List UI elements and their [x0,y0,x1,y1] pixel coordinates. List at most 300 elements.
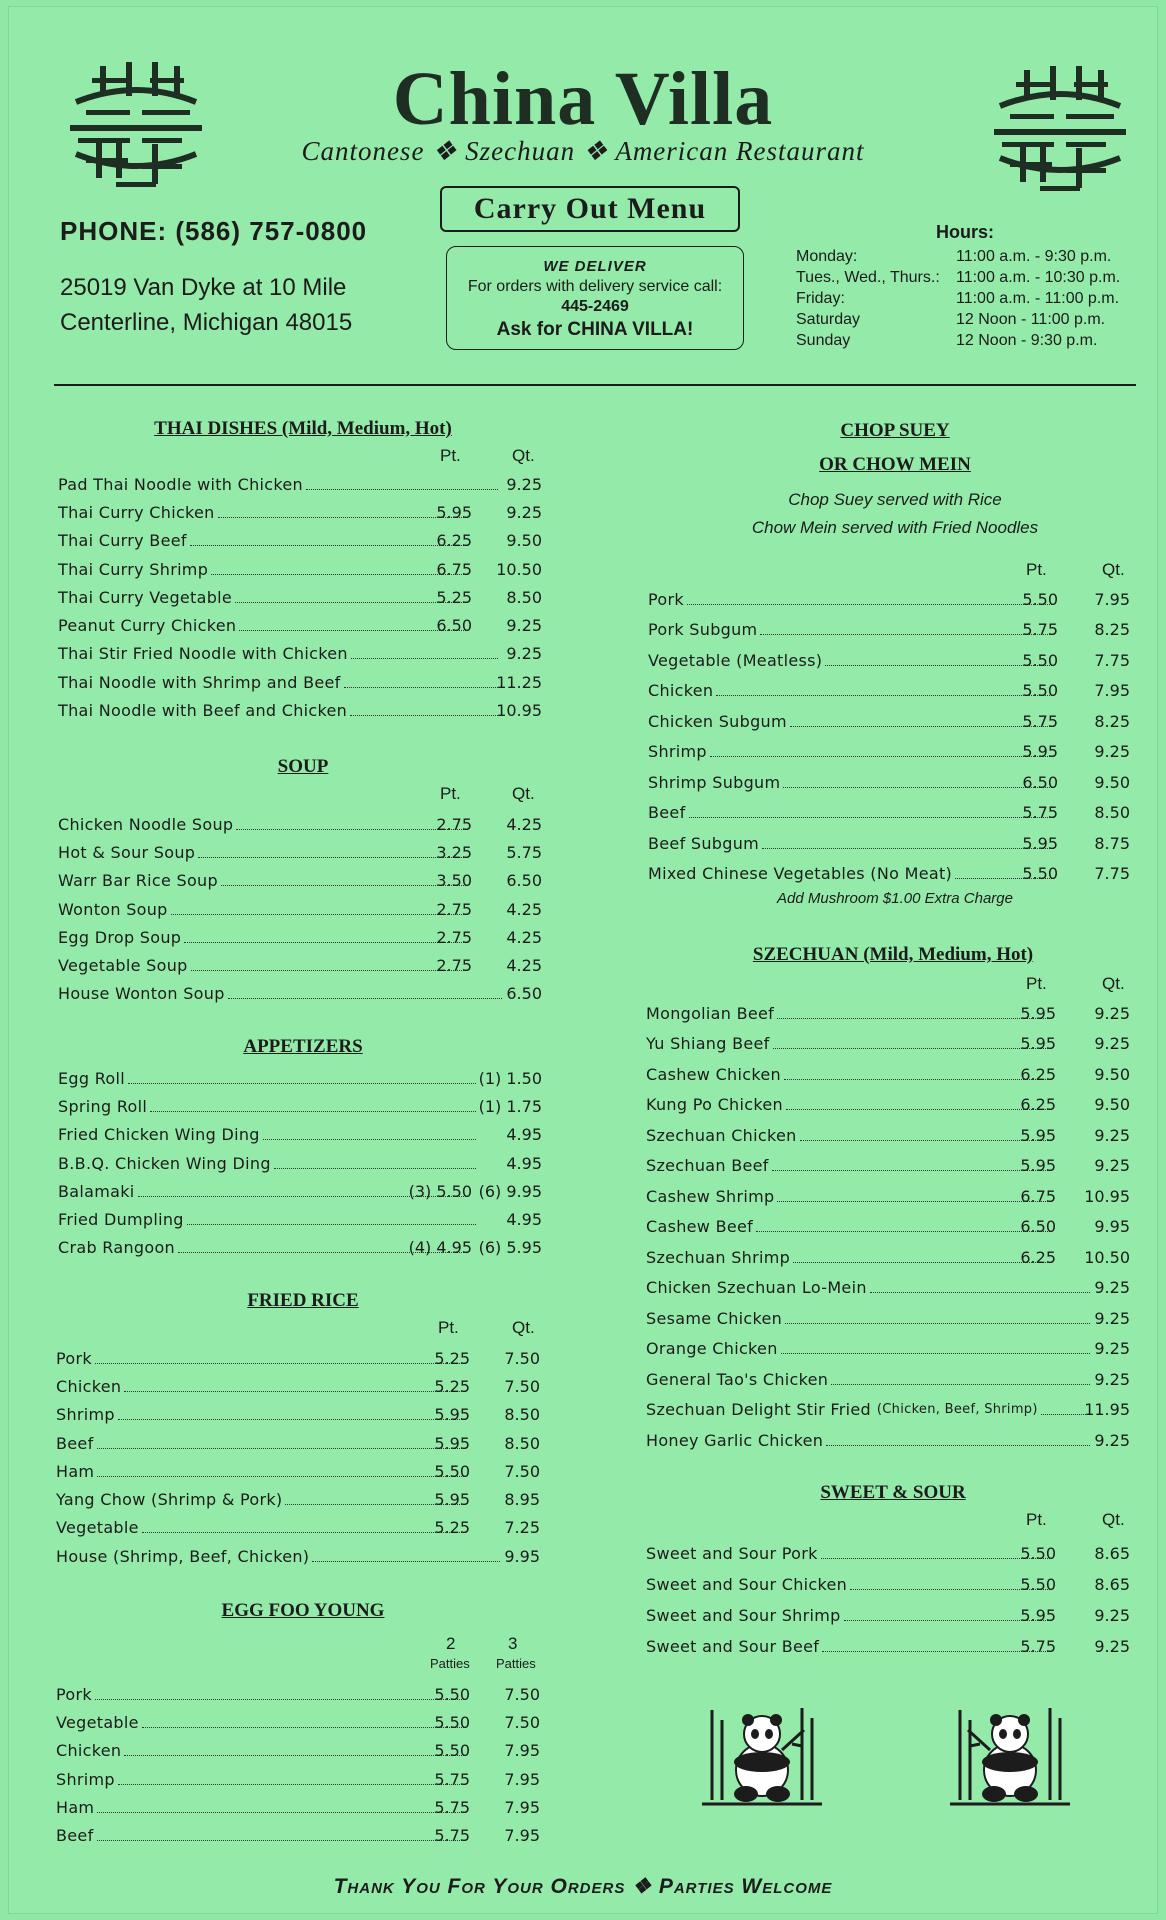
fried_rice-col1: Pt. [438,1318,459,1337]
hours-day: Saturday [796,311,861,328]
dot-leader [351,658,498,659]
delivery-instructions: For orders with delivery service call: [467,278,723,295]
hours-time: 12 Noon - 9:30 p.m. [956,332,1098,349]
menu-item [648,615,1130,646]
szechuan-items [646,998,1130,1456]
szechuan-col1: Pt. [1026,974,1047,993]
hours-time: 11:00 a.m. - 9:30 p.m. [956,248,1112,265]
hours-row [796,246,1136,267]
menu-item-price-small: 5.50 [1022,681,1058,701]
menu-item-price-small: 5.75 [1022,803,1058,823]
menu-item-name: Shrimp [648,742,707,762]
menu-item-price-large: 4.95 [506,1125,542,1145]
menu-item-price-large: 8.50 [504,1433,540,1453]
menu-item-price-small: 2.75 [436,899,472,919]
menu-item [58,1234,542,1262]
dot-leader [236,829,468,830]
phone-number: PHONE: (586) 757-0800 [60,216,368,246]
chop_suey-title: OR CHOW MEIN [819,454,971,475]
chop_suey-note: Chow Mein served with Fried Noodles [751,518,1039,537]
dot-leader [124,1755,466,1756]
menu-item [646,1029,1130,1060]
menu-item-price-large: 7.50 [504,1348,540,1368]
menu-item-name: Cashew Beef [646,1217,754,1237]
hours-day: Monday: [796,248,858,265]
menu-item-price-large: 9.50 [1094,1064,1130,1084]
sweet_sour-title: SWEET & SOUR [820,1482,966,1503]
menu-item [56,1680,540,1708]
delivery-ask: Ask for CHINA VILLA! [496,319,694,340]
dot-leader [171,914,468,915]
menu-item-price-large: 7.50 [504,1712,540,1732]
menu-item-price-large: 4.25 [506,927,542,947]
menu-item-price-large: 7.50 [504,1684,540,1704]
menu-item [56,1708,540,1736]
menu-item-price-small: (3) 5.50 [408,1181,472,1201]
menu-item-price-small: 5.95 [1022,833,1058,853]
dot-leader [785,1323,1090,1324]
menu-item-name: Sweet and Sour Pork [646,1544,818,1563]
chop_suey-extra: Add Mushroom $1.00 Extra Charge [777,890,1013,907]
menu-item-name: Chicken Noodle Soup [58,814,234,834]
menu-item-name: Vegetable (Meatless) [648,650,823,670]
dot-leader [198,857,468,858]
dot-leader [783,787,1054,788]
dot-leader [689,817,1055,818]
menu-item-price-large: 7.95 [504,1826,540,1846]
dot-leader [150,1111,476,1112]
menu-item-name: Spring Roll [58,1096,148,1116]
menu-item-name: Balamaki [58,1181,135,1201]
menu-item-price-large: 8.65 [1094,1575,1130,1594]
menu-item-price-large: (6) 9.95 [478,1181,542,1201]
menu-item-name: Sweet and Sour Shrimp [646,1606,841,1625]
dot-leader [97,1812,466,1813]
menu-item-price-large: (1) 1.50 [478,1068,542,1088]
menu-item-price-large: 9.25 [1094,1003,1130,1023]
menu-item-name: Chicken [648,681,714,701]
menu-item [56,1485,540,1513]
menu-item-price-large: 9.25 [1094,1278,1130,1298]
egg_foo_young-title: EGG FOO YOUNG [221,1600,385,1621]
menu-item [646,1181,1130,1212]
menu-item-price-small: 5.95 [1020,1156,1056,1176]
menu-item-name: Thai Stir Fried Noodle with Chicken [58,644,348,664]
menu-item-name: Szechuan Chicken [646,1125,797,1145]
menu-item [58,923,542,951]
menu-item-price-large: (6) 5.95 [478,1238,542,1258]
menu-item [56,1457,540,1485]
dot-leader [184,942,468,943]
dot-leader [97,1840,467,1841]
dot-leader [826,1445,1090,1446]
dot-leader [344,687,498,688]
menu-item-price-large: 7.95 [1094,589,1130,609]
menu-item-name: Shrimp Subgum [648,772,781,792]
menu-item-price-small: 6.50 [1022,772,1058,792]
menu-item-price-large: 9.95 [504,1546,540,1566]
dot-leader [95,1363,466,1364]
menu-item [646,1120,1130,1151]
menu-item-price-small: 5.75 [1022,711,1058,731]
dot-leader [118,1419,466,1420]
menu-item-price-small: 6.25 [1020,1095,1056,1115]
chop_suey-items [648,584,1130,889]
menu-item-name: Cashew Chicken [646,1064,781,1084]
dot-leader [710,756,1054,757]
menu-item-price-small: 5.50 [1022,650,1058,670]
menu-item-name: Honey Garlic Chicken [646,1430,824,1450]
menu-item-price-small: 5.50 [434,1684,470,1704]
menu-item [58,611,542,639]
menu-item-name: Shrimp [56,1769,115,1789]
menu-item [56,1344,540,1372]
menu-item-price-small: 6.50 [1020,1217,1056,1237]
menu-item-price-small: 5.75 [434,1769,470,1789]
menu-item-name: Fried Chicken Wing Ding [58,1125,260,1145]
menu-item [58,527,542,555]
menu-item-price-large: 9.25 [1094,1369,1130,1389]
menu-item [58,1177,542,1205]
egg_foo_young-col1-sub: Patties [430,1656,470,1671]
menu-item [646,1600,1130,1631]
menu-item-name: Beef [56,1433,94,1453]
menu-item-price-small: 3.25 [436,842,472,862]
menu-item [58,1121,542,1149]
menu-item-price-small: 2.75 [436,956,472,976]
dot-leader [822,1651,1052,1652]
menu-item-price-large: 9.50 [506,531,542,551]
menu-item-name: Thai Curry Chicken [58,502,215,522]
menu-item-price-large: 7.25 [504,1518,540,1538]
menu-item-name: Thai Noodle with Shrimp and Beef [58,672,341,692]
dot-leader [350,715,498,716]
menu-item-price-large: 11.25 [496,672,542,692]
menu-item [56,1429,540,1457]
menu-item-price-large: 4.95 [506,1153,542,1173]
menu-item-price-small: 6.75 [1020,1186,1056,1206]
menu-item-price-large: 8.95 [504,1490,540,1510]
menu-item-name: B.B.Q. Chicken Wing Ding [58,1153,271,1173]
soup-col2: Qt. [512,784,535,803]
menu-item-price-small: 5.95 [434,1433,470,1453]
menu-item-price-large: 7.75 [1094,864,1130,884]
menu-item-price-small: 6.50 [436,616,472,636]
menu-item-name: Vegetable Soup [58,956,188,976]
menu-item-price-small: 5.75 [1020,1637,1056,1656]
soup-title: SOUP [277,756,329,777]
menu-item [58,951,542,979]
menu-item [648,645,1130,676]
footer-message: Thank You For Your Orders ❖ Parties Welcome [333,1875,833,1898]
menu-item-name: Yu Shiang Beef [646,1034,770,1054]
restaurant-subtitle: Cantonese ❖ Szechuan ❖ American Restaurant [301,136,865,166]
dot-leader [781,1353,1090,1354]
menu-item-price-small: 5.50 [434,1461,470,1481]
menu-item-price-small: 5.50 [1020,1544,1056,1563]
menu-item-price-large: 10.95 [1084,1186,1130,1206]
menu-item [58,867,542,895]
menu-item-price-large: 8.75 [1094,833,1130,853]
dot-leader [831,1384,1090,1385]
menu-item-price-small: 5.50 [434,1741,470,1761]
hours-day: Tues., Wed., Thurs.: [796,269,940,286]
menu-item-name: General Tao's Chicken [646,1369,829,1389]
dot-leader [218,517,468,518]
menu-item [58,498,542,526]
szechuan-col2: Qt. [1102,974,1125,993]
dot-leader [235,602,468,603]
menu-item-name: Beef [648,803,686,823]
dot-leader [191,970,468,971]
delivery-heading: WE DELIVER [543,258,647,275]
menu-item-price-large: 9.25 [1094,1308,1130,1328]
menu-item-price-small: 6.25 [436,531,472,551]
menu-item-price-large: 7.95 [504,1769,540,1789]
menu-item [646,1151,1130,1182]
chop_suey-title: CHOP SUEY [840,420,950,441]
menu-item-name: Wonton Soup [58,899,168,919]
menu-item-price-large: 7.75 [1094,650,1130,670]
menu-item-name: Thai Curry Beef [58,531,187,551]
menu-item-price-small: 5.50 [1020,1575,1056,1594]
dot-leader [786,1109,1052,1110]
menu-item-price-large: 10.50 [1084,1247,1130,1267]
menu-item-price-small: 5.95 [1020,1034,1056,1054]
menu-item-name: Kung Po Chicken [646,1095,783,1115]
dot-leader [762,848,1054,849]
menu-item-name: Ham [56,1797,95,1817]
dot-leader [777,1201,1052,1202]
menu-item [58,1149,542,1177]
menu-item-name: Hot & Sour Soup [58,842,196,862]
dot-leader [239,630,468,631]
address-line-1: 25019 Van Dyke at 10 Mile [60,274,347,301]
menu-item [58,696,542,724]
menu-item-name: Thai Curry Shrimp [58,559,209,579]
chop_suey-note: Chop Suey served with Rice [788,490,1002,509]
chop_suey-col2: Qt. [1102,560,1125,579]
menu-item-price-small: 5.75 [434,1797,470,1817]
menu-item-name: Sweet and Sour Chicken [646,1575,848,1594]
appetizers-items [58,1064,542,1262]
menu-item-price-large: 6.50 [506,984,542,1004]
delivery-box [446,246,744,350]
menu-item [58,640,542,668]
appetizers-title: APPETIZERS [243,1036,363,1057]
thai-title: THAI DISHES (Mild, Medium, Hot) [154,418,452,439]
soup-col1: Pt. [440,784,461,803]
menu-item-price-large: 8.50 [504,1405,540,1425]
address-line-2: Centerline, Michigan 48015 [60,309,353,336]
dot-leader [142,1727,466,1728]
hours-table [796,246,1136,351]
dot-leader [870,1292,1090,1293]
dot-leader [263,1139,476,1140]
menu-item-name: Szechuan Delight Stir Fried [646,1400,871,1420]
hours-time: 11:00 a.m. - 10:30 p.m. [956,269,1121,286]
menu-item-name: Vegetable [56,1712,139,1732]
thai-items [58,470,542,725]
menu-item-price-small: 5.95 [1022,742,1058,762]
menu-item-price-large: 9.25 [506,644,542,664]
menu-item-price-small: (4) 4.95 [408,1238,472,1258]
hours-time: 11:00 a.m. - 11:00 p.m. [956,290,1120,307]
menu-item [58,668,542,696]
menu-item-price-large: 9.25 [1094,1156,1130,1176]
menu-item [56,1372,540,1400]
menu-item-name: Orange Chicken [646,1339,778,1359]
menu-item-price-large: 11.95 [1084,1400,1130,1420]
menu-item [58,1092,542,1120]
menu-item-name: Vegetable [56,1518,139,1538]
fried_rice-items [56,1344,540,1570]
hours-day: Sunday [796,332,851,349]
thai-col2: Qt. [512,446,535,465]
menu-item-name: Thai Curry Vegetable [58,587,233,607]
dot-leader [142,1532,466,1533]
menu-item [648,676,1130,707]
menu-item-name: Egg Drop Soup [58,927,182,947]
dot-leader [221,885,468,886]
egg_foo_young-items [56,1680,540,1850]
menu-item [646,1303,1130,1334]
fried_rice-col2: Qt. [512,1318,535,1337]
menu-item-price-large: (1) 1.75 [478,1096,542,1116]
menu-item [648,767,1130,798]
menu-item-name: Pork [648,589,684,609]
menu-item-price-large: 4.25 [506,814,542,834]
menu-item [646,1364,1130,1395]
egg_foo_young-col1: 2 [446,1634,456,1653]
menu-item-name: Cashew Shrimp [646,1186,775,1206]
dot-leader [800,1140,1052,1141]
menu-item-price-large: 9.50 [1094,1095,1130,1115]
restaurant-title: China Villa [392,57,774,141]
menu-item-price-large: 9.25 [1094,1430,1130,1450]
menu-item-name: Chicken Szechuan Lo-Mein [646,1278,867,1298]
menu-item-price-small: 5.50 [434,1712,470,1732]
egg_foo_young-col2-sub: Patties [496,1656,536,1671]
menu-item-price-large: 9.25 [506,474,542,494]
menu-item [56,1401,540,1429]
menu-item-price-large: 9.25 [506,502,542,522]
sweet_sour-items [646,1538,1130,1662]
menu-item [58,1064,542,1092]
menu-item-price-large: 4.25 [506,956,542,976]
menu-item-name: Pork Subgum [648,620,758,640]
menu-item-price-large: 8.25 [1094,711,1130,731]
menu-item-name: Fried Dumpling [58,1210,184,1230]
menu-item-price-small: 5.25 [434,1348,470,1368]
menu-item [58,1205,542,1233]
menu-item-price-large: 7.50 [504,1376,540,1396]
address [60,270,352,340]
menu-item-name: Szechuan Beef [646,1156,769,1176]
menu-item-price-large: 6.50 [506,871,542,891]
dot-leader [190,545,468,546]
dot-leader [118,1784,466,1785]
thai-col1: Pt. [440,446,461,465]
menu-item-name: Ham [56,1461,95,1481]
menu-item-price-small: 5.95 [434,1405,470,1425]
menu-item-price-small: 2.75 [436,814,472,834]
hours-row [796,267,1136,288]
menu-item-price-small: 6.25 [1020,1064,1056,1084]
soup-items [58,810,542,1008]
menu-item-price-small: 5.25 [434,1518,470,1538]
menu-item-price-large: 9.95 [1094,1217,1130,1237]
menu-item [646,1538,1130,1569]
hours-row [796,330,1136,351]
panda-icon-right [950,1700,1070,1810]
hours-row [796,309,1136,330]
menu-item-name: Egg Roll [58,1068,125,1088]
menu-item [56,1542,540,1570]
menu-item-name: House (Shrimp, Beef, Chicken) [56,1546,310,1566]
dot-leader [790,726,1054,727]
menu-item [648,798,1130,829]
sweet_sour-col2: Qt. [1102,1510,1125,1529]
menu-item-price-small: 5.50 [1022,864,1058,884]
menu-item-name: Warr Bar Rice Soup [58,871,218,891]
hours-row [796,288,1136,309]
menu-item-name: Beef Subgum [648,833,760,853]
dot-leader [793,1262,1052,1263]
menu-item [646,1395,1130,1426]
menu-item-price-small: 5.95 [1020,1606,1056,1625]
menu-item-price-large: 8.65 [1094,1544,1130,1563]
menu-item [646,1631,1130,1662]
menu-item [646,998,1130,1029]
menu-item-name: Mongolian Beef [646,1003,775,1023]
menu-item-name: Beef [56,1826,94,1846]
menu-item [648,737,1130,768]
menu-item-price-large: 8.50 [506,587,542,607]
hours-day: Friday: [796,290,845,307]
menu-item-price-small: 5.95 [1020,1003,1056,1023]
menu-item-name: Mixed Chinese Vegetables (No Meat) [648,864,953,884]
menu-item-price-large: 10.50 [496,559,542,579]
menu-item-price-large: 5.75 [506,842,542,862]
menu-item-name: Chicken [56,1741,122,1761]
menu-item [646,1273,1130,1304]
menu-item-price-large: 7.95 [1094,681,1130,701]
panda-icon-left [702,1700,822,1810]
delivery-phone: 445-2469 [561,298,629,315]
menu-item-name: Peanut Curry Chicken [58,616,237,636]
menu-item-price-large: 9.25 [1094,1606,1130,1625]
menu-item-price-large: 9.25 [506,616,542,636]
dot-leader [187,1224,476,1225]
menu-item [56,1765,540,1793]
menu-item [56,1514,540,1542]
menu-item [58,838,542,866]
menu-item-price-small: 5.95 [1020,1125,1056,1145]
menu-item-price-large: 9.25 [1094,1125,1130,1145]
menu-item [58,470,542,498]
menu-item [58,555,542,583]
dot-leader [97,1476,466,1477]
fried_rice-title: FRIED RICE [247,1290,359,1311]
menu-item [648,828,1130,859]
menu-item [56,1737,540,1765]
menu-item-detail: (Chicken, Beef, Shrimp) [876,1402,1038,1418]
menu-item-price-large: 4.25 [506,899,542,919]
menu-item-price-large: 8.50 [1094,803,1130,823]
menu-item-price-small: 2.75 [436,927,472,947]
menu-item [648,584,1130,615]
